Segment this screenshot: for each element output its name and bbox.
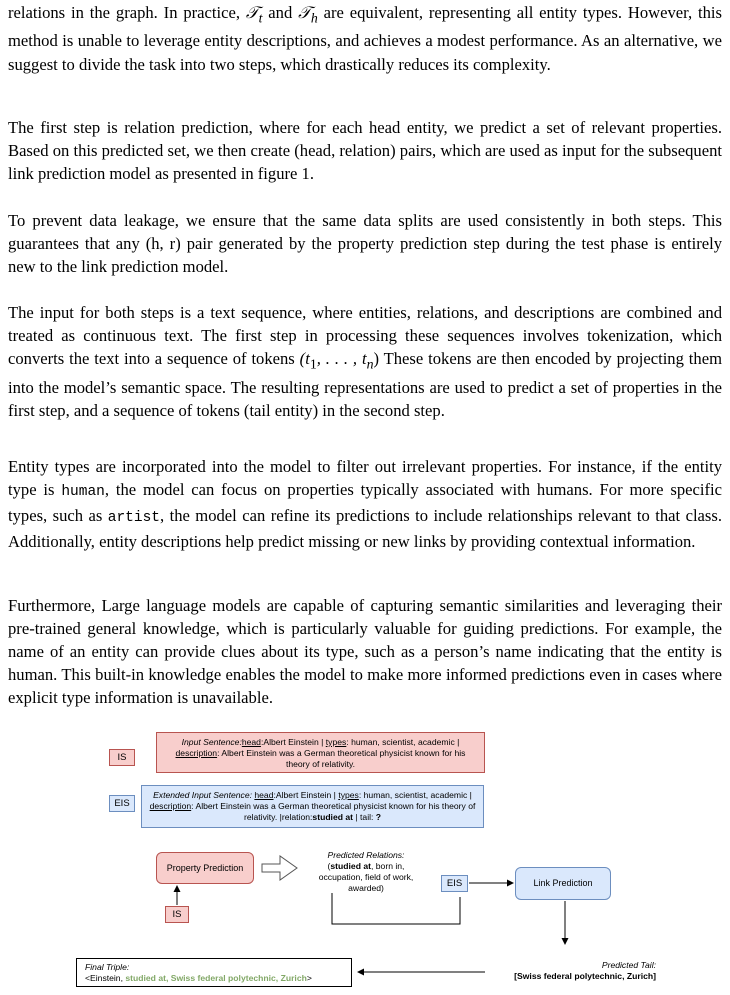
link-prediction-box: Link Prediction — [515, 867, 611, 900]
eis-tag: EIS — [109, 795, 135, 812]
paragraph-2: The first step is relation prediction, where for each head entity, we predict a set of relevant properties. Based on this predicted set, we then create (head, relation) pairs, which are used as input for the subsequent link prediction model as presented in figure 1. — [8, 118, 722, 184]
is-tag: IS — [109, 749, 135, 766]
property-prediction-box: Property Prediction — [156, 852, 254, 884]
paragraph-1: relations in the graph. In practice, 𝒯$_t$ and 𝒯$_h$ are equivalent, representing all entity types. However, this method is unable to leverage entity descriptions, and achieves a modest performance. As an alternative, we suggest to divide the task into two steps, which drastically reduces its complexity. — [8, 3, 722, 74]
final-triple-box: Final Triple: <Einstein, studied at, Swiss federal polytechnic, Zurich> — [76, 958, 352, 987]
paragraph-3: To prevent data leakage, we ensure that the same data splits are used consistently in both steps. This guarantees that any (h, r) pair generated by the property prediction step during the test phase is entirely new to the link prediction model. — [8, 211, 722, 277]
eis-tag-small: EIS — [441, 875, 468, 892]
paragraph-6: Furthermore, Large language models are capable of capturing semantic similarities and leveraging their pre-trained general knowledge, which is particularly valuable for guiding predictions. For example, the name of an entity can provide clues about its type, such as a person’s name indicating that the entity is human. This built-in knowledge enables the model to make more informed predictions even in cases where explicit type information is unavailable. — [8, 596, 722, 708]
predicted-tail: Predicted Tail: [Swiss federal polytechnic, Zurich] — [514, 960, 656, 981]
paragraph-4: The input for both steps is a text sequence, where entities, relations, and descriptions are combined and treated as continuous text. The first step in processing these sequences involves tokenization, which converts the text into a sequence of tokens ($t_1$, . . . , $t_n$) These tokens are then encoded by projecting them into the model’s semantic space. The resulting representations are used to predict a set of properties in the first step, and a sequence of tokens (tail entity) in the second step. — [8, 303, 722, 420]
hollow-arrow-icon — [262, 856, 297, 880]
relations-bracket — [332, 893, 460, 924]
extended-input-sentence-box: Extended Input Sentence: head:Albert Einstein | types: human, scientist, academic | description: Albert Einstein was a German theoretical physicist known for his theory of relativity. |relation:studied at | tail: ? — [141, 785, 484, 828]
is-tag-bottom: IS — [165, 906, 189, 923]
input-sentence-box: Input Sentence:head:Albert Einstein | types: human, scientist, academic | description: Albert Einstein was a German theoretical physicist known for his theory of relativity. — [156, 732, 485, 773]
predicted-relations: Predicted Relations: (studied at, born in, occupation, field of work, awarded) — [318, 850, 414, 893]
paragraph-5: Entity types are incorporated into the model to filter out irrelevant properties. For instance, if the entity type is human, the model can focus on properties typically associated with humans. For more specific types, such as artist, the model can refine its predictions to include relationships relevant to that class. Additionally, entity descriptions help predict missing or new links by providing contextual information. — [8, 457, 722, 552]
